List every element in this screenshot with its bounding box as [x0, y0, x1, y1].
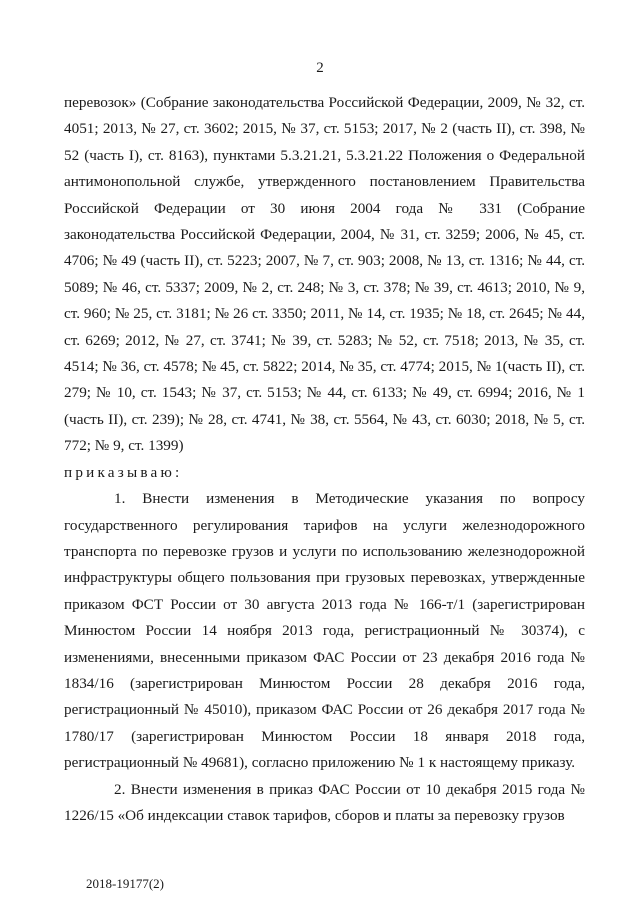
paragraph-item-1: 1. Внести изменения в Методические указания по вопросу государственного регулирования тарифов на услуги железнодорожного транспорта по перевозке грузов и услуги по использованию железнодорожной инфраструктуры общего пользования при грузовых перевозках, утвержденные приказом ФСТ России от 30 августа 2013 года № 166-т/1 (зарегистрирован Минюстом России 14 ноября 2013 года, регистрационный № 30374), с изменениями, внесенными приказом ФАС России от 23 декабря 2016 года № 1834/16 (зарегистрирован Минюстом России 28 декабря 2016 года, регистрационный № 45010), приказом ФАС России от 26 декабря 2017 года № 1780/17 (зарегистрирован Минюстом России 18 января 2018 года, регистрационный № 49681), согласно приложению № 1 к настоящему приказу.: [64, 490, 585, 772]
document-body: [64, 90, 585, 829]
paragraph-order-word: приказываю:: [64, 463, 183, 481]
paragraph-item-2: 2. Внести изменения в приказ ФАС России от 10 декабря 2015 года № 1226/15 «Об индексации ставок тарифов, сборов и платы за перевозку грузов: [64, 780, 585, 824]
document-code: 2018-19177(2): [86, 876, 164, 891]
page-number: 2: [316, 60, 324, 76]
paragraph-legal-basis: перевозок» (Собрание законодательства Российской Федерации, 2009, № 32, ст. 4051; 2013, № 27, ст. 3602; 2015, № 37, ст. 5153; 2017, № 2 (часть II), ст. 398, № 52 (часть I), ст. 8163), пунктами 5.3.21.21, 5.3.21.22 Положения о Федеральной антимонопольной службе, утвержденного постановлением Правительства Российской Федерации от 30 июня 2004 года № 331 (Собрание законодательства Российской Федерации, 2004, № 31, ст. 3259; 2006, № 45, ст. 4706; № 49 (часть II), ст. 5223; 2007, № 7, ст. 903; 2008, № 13, ст. 1316; № 44, ст. 5089; № 46, ст. 5337; 2009, № 2, ст. 248; № 3, ст. 378; № 39, ст. 4613; 2010, № 9, ст. 960; № 25, ст. 3181; № 26 ст. 3350; 2011, № 14, ст. 1935; № 18, ст. 2645; № 44, ст. 6269; 2012, № 27, ст. 3741; № 39, ст. 5283; № 52, ст. 7518; 2013, № 35, ст. 4514; № 36, ст. 4578; № 45, ст. 5822; 2014, № 35, ст. 4774; 2015, № 1(часть II), ст. 279; № 10, ст. 1543; № 37, ст. 5153; № 44, ст. 6133; № 49, ст. 6994; 2016, № 1 (часть II), ст. 239); № 28, ст. 4741, № 38, ст. 5564, № 43, ст. 6030; 2018, № 5, ст. 772; № 9, ст. 1399): [64, 94, 585, 455]
